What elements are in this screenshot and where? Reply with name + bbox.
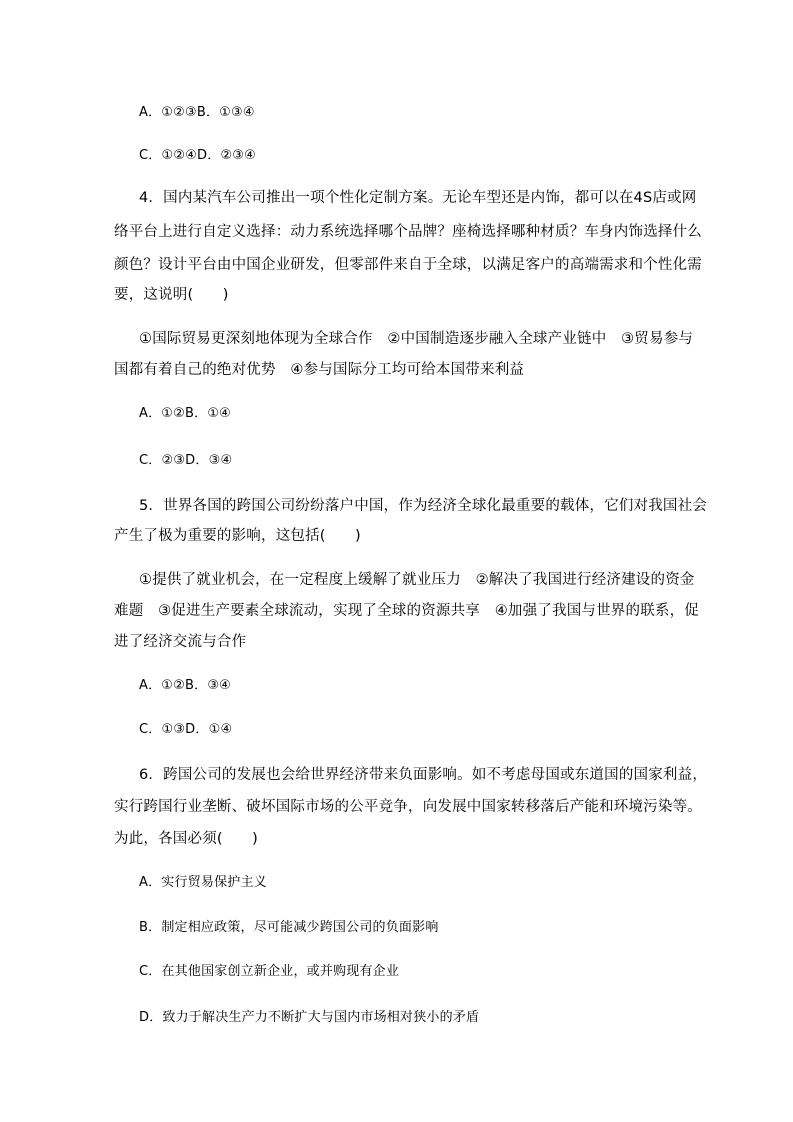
- q6-option-a: A．实行贸易保护主义: [139, 875, 267, 890]
- q4-options-cd: C．②③D．③④: [139, 453, 233, 468]
- q5-statements-line-1: ①提供了就业机会，在一定程度上缓解了就业压力 ②解决了我国进行经济建设的资金: [139, 572, 695, 588]
- q3-options-cd: C．①②④D．②③④: [139, 148, 257, 163]
- q4-stem-line-4: 要，这说明( ): [114, 287, 229, 303]
- q4-statements-line-1: ①国际贸易更深刻地体现为全球合作 ②中国制造逐步融入全球产业链中 ③贸易参与: [139, 331, 694, 347]
- q5-stem-line-1: 5．世界各国的跨国公司纷纷落户中国，作为经济全球化最重要的载体，它们对我国社会: [139, 498, 708, 514]
- q3-options-ab: A．①②③B．①③④: [139, 105, 255, 120]
- q5-statements-line-2: 难题 ③促进生产要素全球流动，实现了全球的资源共享 ④加强了我国与世界的联系，促: [114, 603, 699, 619]
- q4-stem-line-3: 颜色？设计平台由中国企业研发，但零部件来自于全球，以满足客户的高端需求和个性化需: [114, 257, 702, 273]
- q4-options-ab: A．①②B．①④: [139, 406, 232, 421]
- q5-statements-line-3: 进了经济交流与合作: [114, 634, 247, 650]
- q5-options-cd: C．①③D．①④: [139, 722, 233, 737]
- q6-stem-line-2: 实行跨国行业垄断、破坏国际市场的公平竞争，向发展中国家转移落后产能和环境污染等。: [114, 799, 702, 815]
- q6-option-c: C．在其他国家创立新企业，或并购现有企业: [139, 964, 400, 979]
- q6-option-d: D．致力于解决生产力不断扩大与国内市场相对狭小的矛盾: [139, 1010, 480, 1025]
- q4-stem-line-1: 4．国内某汽车公司推出一项个性化定制方案。无论车型还是内饰，都可以在4S店或网: [139, 190, 697, 206]
- q4-statements-line-2: 国都有着自己的绝对优势 ④参与国际分工均可给本国带来利益: [114, 362, 525, 378]
- q4-stem-line-2: 络平台上进行自定义选择：动力系统选择哪个品牌？座椅选择哪种材质？车身内饰选择什么: [114, 224, 702, 240]
- q6-option-b: B．制定相应政策，尽可能减少跨国公司的负面影响: [139, 920, 439, 935]
- q5-options-ab: A．①②B．③④: [139, 678, 232, 693]
- q6-stem-line-3: 为此，各国必须( ): [114, 831, 259, 847]
- q5-stem-line-2: 产生了极为重要的影响，这包括( ): [114, 528, 361, 544]
- q6-stem-line-1: 6．跨国公司的发展也会给世界经济带来负面影响。如不考虑母国或东道国的国家利益，: [139, 767, 708, 783]
